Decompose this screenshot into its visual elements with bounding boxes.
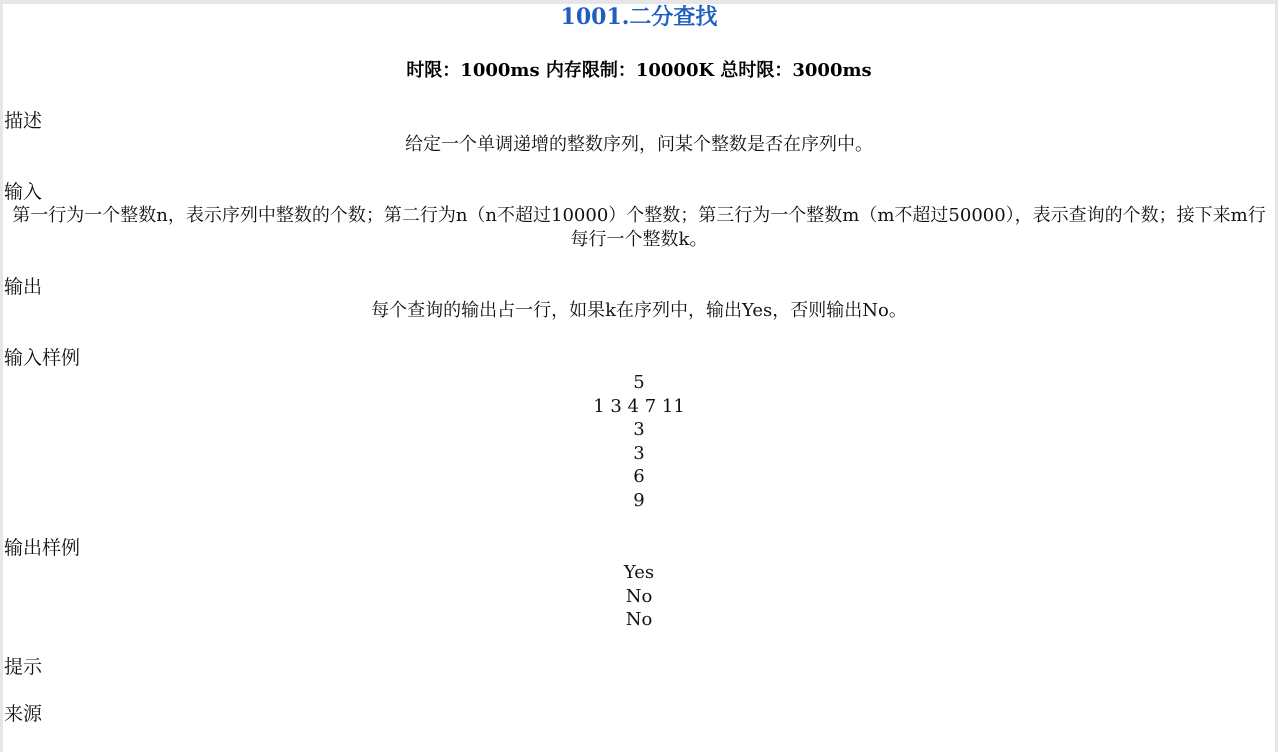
- source-heading: 来源: [4, 703, 43, 725]
- sample-input-block: [0, 371, 1278, 513]
- sample-output-heading: 输出样例: [4, 537, 81, 559]
- hint-heading: 提示: [4, 656, 43, 678]
- description-heading: 描述: [4, 110, 43, 132]
- sample-input-line: 3: [633, 419, 645, 441]
- input-heading: 输入: [4, 181, 43, 203]
- sample-input-line: 5: [633, 372, 645, 393]
- output-heading: 输出: [4, 276, 43, 298]
- description-text: 给定一个单调递增的整数序列，问某个整数是否在序列中。: [405, 134, 873, 155]
- input-text: 第一行为一个整数n，表示序列中整数的个数；第二行为n（n不超过10000）个整数；第三行为一个整数m（m不超过50000），表示查询的个数；接下来m行每行一个整数k。: [12, 205, 1266, 250]
- problem-title: 1001.二分查找: [560, 4, 718, 30]
- sample-output-line: Yes: [623, 562, 655, 583]
- sample-output-line: No: [625, 585, 653, 607]
- sample-input-line: 1 3 4 7 11: [593, 395, 685, 417]
- sample-input-line: 9: [633, 489, 645, 511]
- problem-limits: 时限：1000ms 内存限制：10000K 总时限：3000ms: [406, 60, 872, 81]
- sample-input-line: 3: [633, 442, 645, 464]
- sample-input-heading: 输入样例: [4, 347, 81, 369]
- output-text: 每个查询的输出占一行，如果k在序列中，输出Yes，否则输出No。: [371, 300, 907, 321]
- sample-output-block: [0, 561, 1278, 632]
- sample-output-line: No: [625, 609, 653, 631]
- sample-input-line: 6: [633, 466, 645, 488]
